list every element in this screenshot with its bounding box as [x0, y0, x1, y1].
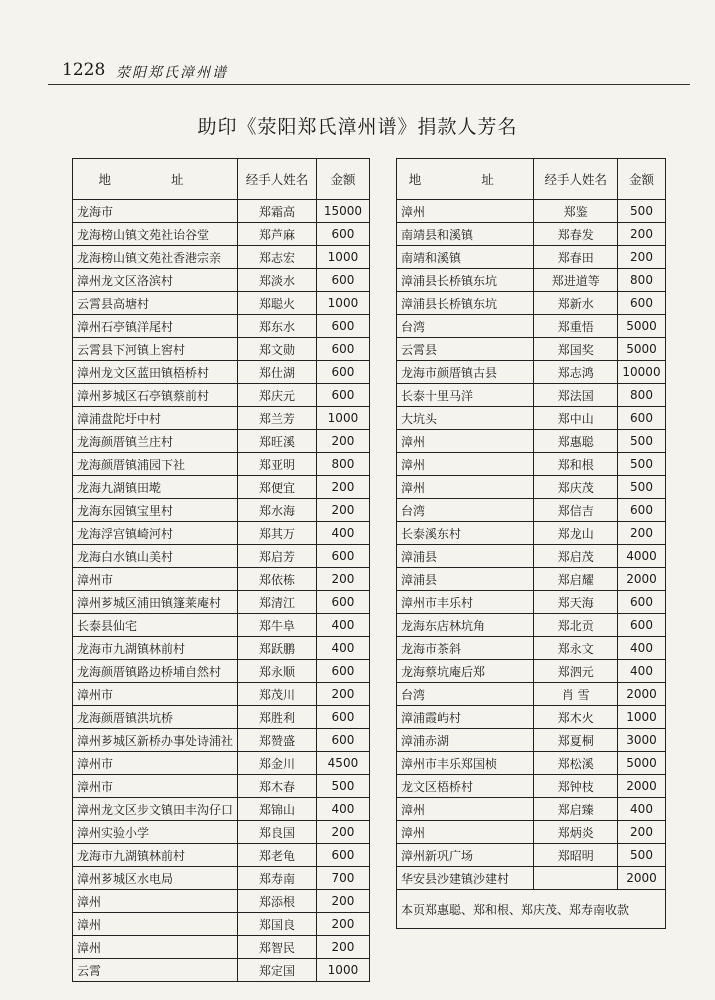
table-row: [397, 476, 666, 499]
handler-name: 郑启臻: [534, 798, 618, 821]
donor-address: 龙海市颜厝镇古县: [397, 361, 534, 384]
donation-amount: 800: [316, 453, 369, 476]
donor-address: 云霄县高塘村: [73, 292, 238, 315]
donation-amount: 1000: [316, 959, 369, 982]
handler-name: 郑芦麻: [238, 223, 317, 246]
table-row: [397, 453, 666, 476]
donor-address: 漳州市: [73, 752, 238, 775]
table-row: [73, 384, 370, 407]
table-row: [73, 752, 370, 775]
table-row: [73, 453, 370, 476]
donation-amount: 600: [316, 384, 369, 407]
donation-amount: 200: [618, 821, 666, 844]
amount-header: 金额: [618, 159, 666, 200]
donor-address: 云霄县下河镇上窖村: [73, 338, 238, 361]
amount-header: 金额: [316, 159, 369, 200]
donor-address: 华安县沙建镇沙建村: [397, 867, 534, 890]
handler-name: 郑牛阜: [238, 614, 317, 637]
handler-name: 郑亚明: [238, 453, 317, 476]
table-row: [397, 430, 666, 453]
handler-name: 郑其万: [238, 522, 317, 545]
donor-address: 大坑头: [397, 407, 534, 430]
donor-address: 台湾: [397, 683, 534, 706]
donor-address: 漳浦县长桥镇东坑: [397, 269, 534, 292]
table-row: [397, 637, 666, 660]
donation-amount: 200: [618, 223, 666, 246]
handler-name: 郑北贡: [534, 614, 618, 637]
table-row: [73, 545, 370, 568]
donation-amount: 500: [618, 844, 666, 867]
handler-name: 郑国奖: [534, 338, 618, 361]
donor-address: 漳州龙文区蓝田镇梧桥村: [73, 361, 238, 384]
table-row: [397, 706, 666, 729]
table-row: [397, 246, 666, 269]
handler-name: 郑进道等: [534, 269, 618, 292]
handler-name: 郑志宏: [238, 246, 317, 269]
donation-amount: 200: [316, 890, 369, 913]
handler-name: 郑春田: [534, 246, 618, 269]
handler-name: 郑茂川: [238, 683, 317, 706]
handler-name: 郑国良: [238, 913, 317, 936]
handler-name: 郑便宜: [238, 476, 317, 499]
donation-amount: 15000: [316, 200, 369, 223]
donation-amount: 10000: [618, 361, 666, 384]
handler-name: 郑旺溪: [238, 430, 317, 453]
donor-address: 龙海东店林坑角: [397, 614, 534, 637]
donation-amount: 800: [618, 384, 666, 407]
donation-amount: 600: [316, 545, 369, 568]
handler-name: 郑启茂: [534, 545, 618, 568]
table-row: [73, 959, 370, 982]
table-row: [73, 637, 370, 660]
donor-address: 龙海市九湖镇林前村: [73, 844, 238, 867]
handler-name: 郑信吉: [534, 499, 618, 522]
donation-amount: 600: [316, 338, 369, 361]
handler-name: 郑新水: [534, 292, 618, 315]
table-row: [397, 315, 666, 338]
table-row: [397, 775, 666, 798]
donor-address: 漳州: [397, 821, 534, 844]
donation-amount: 600: [316, 315, 369, 338]
donor-table-right: [396, 158, 666, 929]
table-row: [397, 338, 666, 361]
table-row: [73, 246, 370, 269]
donor-address: 长泰十里马洋: [397, 384, 534, 407]
donation-amount: 200: [316, 499, 369, 522]
table-row: [73, 821, 370, 844]
handler-name: 郑胜利: [238, 706, 317, 729]
handler-name: 郑庆元: [238, 384, 317, 407]
donation-amount: 800: [618, 269, 666, 292]
donation-amount: 600: [316, 361, 369, 384]
donation-amount: 500: [618, 453, 666, 476]
running-header: [48, 58, 690, 85]
table-row: [397, 683, 666, 706]
table-header-row: [397, 159, 666, 200]
table-row: [73, 522, 370, 545]
table-row: [73, 867, 370, 890]
donor-address: 龙海颜厝镇兰庄村: [73, 430, 238, 453]
table-row: [397, 200, 666, 223]
donation-amount: 5000: [618, 338, 666, 361]
handler-name: 郑文勋: [238, 338, 317, 361]
handler-name: 郑天海: [534, 591, 618, 614]
donation-amount: 600: [316, 706, 369, 729]
donor-address: 漳州市丰乐村: [397, 591, 534, 614]
donor-address: 漳州: [73, 890, 238, 913]
donation-amount: 400: [618, 660, 666, 683]
handler-name: 郑老龟: [238, 844, 317, 867]
handler-name: 郑松溪: [534, 752, 618, 775]
handler-name: 郑鉴: [534, 200, 618, 223]
table-row: [73, 200, 370, 223]
table-row: [73, 292, 370, 315]
table-row: [73, 269, 370, 292]
donor-address: 龙海颜厝镇洪坑桥: [73, 706, 238, 729]
handler-name: 郑跃鹏: [238, 637, 317, 660]
donor-address: 云霄: [73, 959, 238, 982]
donation-amount: 1000: [316, 246, 369, 269]
donation-amount: 200: [618, 522, 666, 545]
donation-amount: 600: [316, 729, 369, 752]
donation-amount: 2000: [618, 683, 666, 706]
table-row: [397, 729, 666, 752]
donation-amount: 200: [316, 936, 369, 959]
donation-amount: 5000: [618, 752, 666, 775]
page-title: 助印《荥阳郑氏漳州谱》捐款人芳名: [197, 116, 518, 138]
donation-amount: 4000: [618, 545, 666, 568]
donation-amount: 200: [316, 821, 369, 844]
donation-amount: 600: [316, 844, 369, 867]
handler-name: 郑和根: [534, 453, 618, 476]
handler-name: 郑昭明: [534, 844, 618, 867]
handler-name: 郑赞盛: [238, 729, 317, 752]
handler-name: 郑霜高: [238, 200, 317, 223]
donation-amount: 200: [316, 430, 369, 453]
donation-amount: 600: [316, 269, 369, 292]
donation-amount: 600: [618, 614, 666, 637]
donor-address: 龙海市茶斜: [397, 637, 534, 660]
donor-address: 漳浦县: [397, 545, 534, 568]
handler-name: 郑添根: [238, 890, 317, 913]
donor-address: 漳州: [397, 798, 534, 821]
donation-amount: 600: [618, 499, 666, 522]
donation-amount: 600: [316, 591, 369, 614]
donor-address: 漳州实验小学: [73, 821, 238, 844]
donation-amount: 600: [316, 223, 369, 246]
donor-address: 漳浦赤湖: [397, 729, 534, 752]
donor-address: 龙文区梧桥村: [397, 775, 534, 798]
table-row: [73, 706, 370, 729]
donation-amount: 500: [618, 200, 666, 223]
table-row: [397, 522, 666, 545]
table-row: [73, 407, 370, 430]
donor-address: 长泰县仙宅: [73, 614, 238, 637]
table-row: [73, 361, 370, 384]
donor-address: 漳州石亭镇洋尾村: [73, 315, 238, 338]
donor-table-left: [72, 158, 370, 982]
donor-address: 漳州: [397, 200, 534, 223]
donation-amount: 500: [618, 476, 666, 499]
table-row: [73, 798, 370, 821]
donor-address: 漳州: [73, 936, 238, 959]
table-row: [73, 476, 370, 499]
handler-name: 郑定国: [238, 959, 317, 982]
donor-address: 漳州芗城区石亭镇蔡前村: [73, 384, 238, 407]
donor-address: 漳州: [397, 453, 534, 476]
donation-amount: 400: [316, 637, 369, 660]
table-row: [397, 614, 666, 637]
donation-amount: 600: [618, 407, 666, 430]
donation-amount: 3000: [618, 729, 666, 752]
table-row: [397, 269, 666, 292]
table-row: [73, 890, 370, 913]
table-row: [397, 752, 666, 775]
table-row: [397, 223, 666, 246]
donor-address: 漳州龙文区洛滨村: [73, 269, 238, 292]
donation-amount: 600: [316, 660, 369, 683]
donation-amount: 200: [618, 246, 666, 269]
handler-name: [534, 867, 618, 890]
handler-name: 郑法国: [534, 384, 618, 407]
handler-name: 郑重悟: [534, 315, 618, 338]
donor-address: 南靖县和溪镇: [397, 223, 534, 246]
table-row: [73, 499, 370, 522]
donation-amount: 5000: [618, 315, 666, 338]
table-row: [73, 913, 370, 936]
donation-amount: 1000: [618, 706, 666, 729]
handler-name: 郑智民: [238, 936, 317, 959]
table-row: [397, 407, 666, 430]
note-row: [397, 890, 666, 929]
donor-address: 龙海东园镇宝里村: [73, 499, 238, 522]
handler-name: 郑惠聪: [534, 430, 618, 453]
donor-address: 漳州: [73, 913, 238, 936]
donor-address: 南靖和溪镇: [397, 246, 534, 269]
donation-amount: 400: [316, 522, 369, 545]
table-row: [397, 545, 666, 568]
donation-amount: 200: [316, 568, 369, 591]
table-row: [73, 568, 370, 591]
donor-address: 台湾: [397, 499, 534, 522]
donation-amount: 200: [316, 683, 369, 706]
handler-name: 郑中山: [534, 407, 618, 430]
table-row: [397, 384, 666, 407]
table-header-row: [73, 159, 370, 200]
handler-name: 郑志鸿: [534, 361, 618, 384]
donor-address: 漳州: [397, 430, 534, 453]
donor-address: 龙海九湖镇田墘: [73, 476, 238, 499]
table-row: [397, 867, 666, 890]
donor-address: 龙海榜山镇文苑社香港宗亲: [73, 246, 238, 269]
handler-name: 郑仕湖: [238, 361, 317, 384]
donation-amount: 2000: [618, 568, 666, 591]
handler-name: 郑永文: [534, 637, 618, 660]
table-row: [397, 844, 666, 867]
handler-header: 经手人姓名: [238, 159, 317, 200]
handler-name: 郑寿南: [238, 867, 317, 890]
table-row: [73, 844, 370, 867]
table-row: [73, 430, 370, 453]
donation-amount: 1000: [316, 407, 369, 430]
table-row: [73, 614, 370, 637]
table-row: [73, 223, 370, 246]
donor-address: 龙海白水镇山美村: [73, 545, 238, 568]
donor-address: 漳州芗城区浦田镇篷莱庵村: [73, 591, 238, 614]
donation-amount: 600: [618, 292, 666, 315]
book-name: 荥阳郑氏漳州谱: [116, 65, 228, 81]
donor-address: 漳浦盘陀圩中村: [73, 407, 238, 430]
donor-address: 漳州市丰乐郑国桢: [397, 752, 534, 775]
donation-amount: 2000: [618, 775, 666, 798]
address-header: 地 址: [397, 159, 534, 200]
handler-name: 郑永顺: [238, 660, 317, 683]
handler-name: 郑水海: [238, 499, 317, 522]
handler-name: 郑炳炎: [534, 821, 618, 844]
donor-address: 云霄县: [397, 338, 534, 361]
table-row: [397, 821, 666, 844]
table-row: [73, 936, 370, 959]
handler-name: 郑木春: [238, 775, 317, 798]
handler-name: 郑兰芳: [238, 407, 317, 430]
donor-address: 龙海蔡坑庵后郑: [397, 660, 534, 683]
handler-name: 郑锦山: [238, 798, 317, 821]
handler-name: 郑启耀: [534, 568, 618, 591]
donation-amount: 200: [316, 913, 369, 936]
table-row: [397, 591, 666, 614]
handler-name: 郑龙山: [534, 522, 618, 545]
handler-name: 郑庆茂: [534, 476, 618, 499]
donor-address: 漳州芗城区新桥办事处诗浦社: [73, 729, 238, 752]
table-row: [397, 798, 666, 821]
donor-address: 龙海榜山镇文苑社诒谷堂: [73, 223, 238, 246]
donor-address: 长泰溪东村: [397, 522, 534, 545]
handler-header: 经手人姓名: [534, 159, 618, 200]
donation-amount: 400: [316, 614, 369, 637]
table-row: [73, 315, 370, 338]
table-row: [397, 292, 666, 315]
handler-name: 郑依栋: [238, 568, 317, 591]
table-row: [73, 591, 370, 614]
handler-name: 郑东水: [238, 315, 317, 338]
donor-address: 漳州: [397, 476, 534, 499]
table-row: [73, 729, 370, 752]
page-number: 1228: [62, 60, 106, 80]
table-row: [73, 683, 370, 706]
table-row: [73, 338, 370, 361]
donor-address: 龙海市: [73, 200, 238, 223]
donation-amount: 400: [618, 798, 666, 821]
donor-address: 漳浦县: [397, 568, 534, 591]
handler-name: 郑泗元: [534, 660, 618, 683]
address-header: 地 址: [73, 159, 238, 200]
donor-address: 龙海颜厝镇浦园下社: [73, 453, 238, 476]
donation-amount: 500: [316, 775, 369, 798]
table-row: [397, 568, 666, 591]
donor-address: 台湾: [397, 315, 534, 338]
donor-address: 漳浦霞屿村: [397, 706, 534, 729]
table-row: [73, 660, 370, 683]
handler-name: 郑钟枝: [534, 775, 618, 798]
table-row: [397, 361, 666, 384]
donor-address: 漳州市: [73, 775, 238, 798]
table-row: [397, 660, 666, 683]
donor-address: 漳州龙文区步文镇田丰沟仔口: [73, 798, 238, 821]
handler-name: 郑春发: [534, 223, 618, 246]
donor-address: 漳州市: [73, 568, 238, 591]
donation-amount: 200: [316, 476, 369, 499]
donation-amount: 400: [618, 637, 666, 660]
donation-amount: 1000: [316, 292, 369, 315]
donation-amount: 400: [316, 798, 369, 821]
donor-address: 龙海市九湖镇林前村: [73, 637, 238, 660]
handler-name: 郑金川: [238, 752, 317, 775]
donor-address: 漳州芗城区水电局: [73, 867, 238, 890]
collection-note: 本页郑惠聪、郑和根、郑庆茂、郑寿南收款: [397, 890, 666, 929]
handler-name: 郑清江: [238, 591, 317, 614]
donor-address: 龙海颜厝镇路边桥埔自然村: [73, 660, 238, 683]
handler-name: 郑淡水: [238, 269, 317, 292]
handler-name: 肖 雪: [534, 683, 618, 706]
donation-amount: 2000: [618, 867, 666, 890]
donation-amount: 600: [618, 591, 666, 614]
table-row: [73, 775, 370, 798]
donor-address: 漳州新巩广场: [397, 844, 534, 867]
table-row: [397, 499, 666, 522]
donor-address: 龙海浮宫镇崎河村: [73, 522, 238, 545]
donation-amount: 700: [316, 867, 369, 890]
donor-address: 漳州市: [73, 683, 238, 706]
donor-address: 漳浦县长桥镇东坑: [397, 292, 534, 315]
handler-name: 郑夏桐: [534, 729, 618, 752]
handler-name: 郑良国: [238, 821, 317, 844]
handler-name: 郑木火: [534, 706, 618, 729]
handler-name: 郑启芳: [238, 545, 317, 568]
donation-amount: 500: [618, 430, 666, 453]
donation-amount: 4500: [316, 752, 369, 775]
handler-name: 郑聪火: [238, 292, 317, 315]
